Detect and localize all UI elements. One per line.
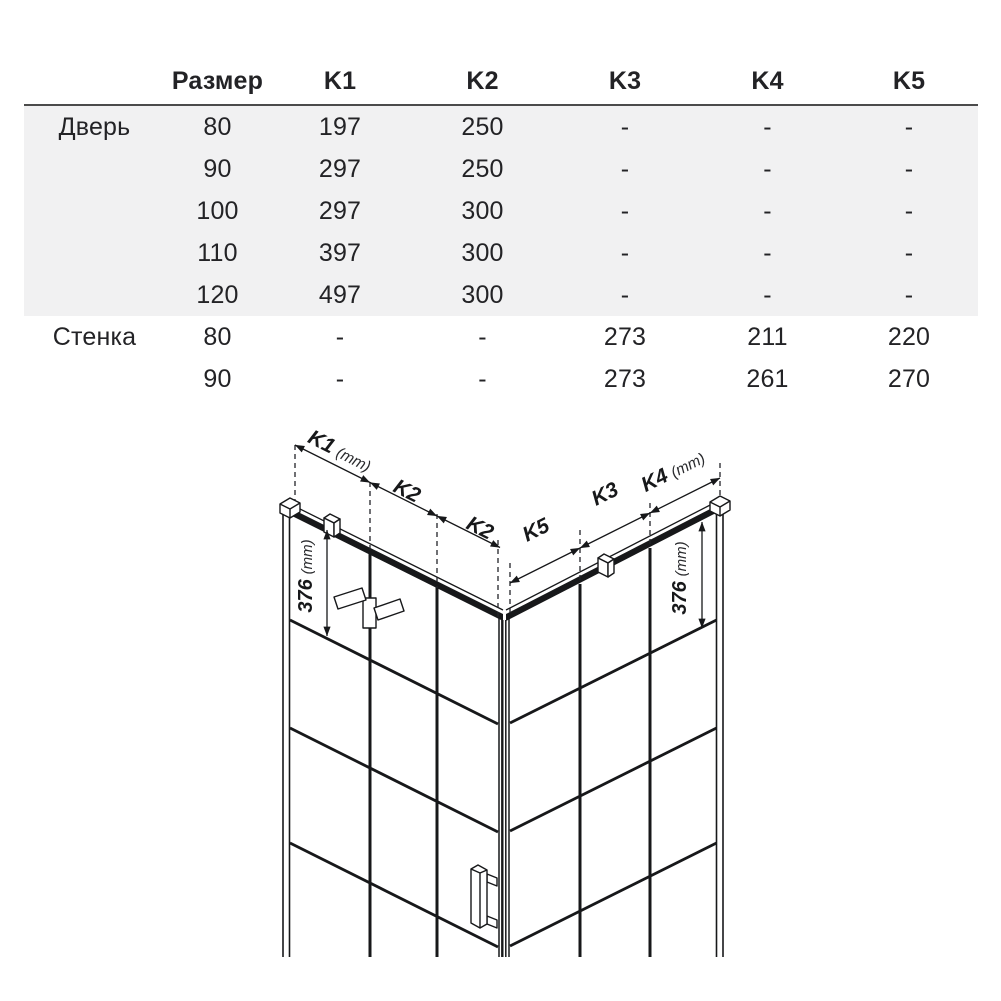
cell-k3: -: [620, 280, 630, 309]
cell-size: 120: [196, 280, 239, 309]
dimensions: [295, 426, 720, 636]
cell-k2: -: [478, 364, 487, 393]
wall-profile-right: [717, 507, 724, 957]
table-row: [24, 274, 978, 316]
door-handle-icon: [471, 865, 497, 928]
dim-label-k2: K2: [389, 474, 425, 508]
cell-k2: 300: [461, 238, 504, 267]
cell-k1: 297: [318, 196, 362, 225]
cell-k2: -: [478, 322, 487, 351]
dim-label-376-left: 376(mm): [295, 539, 317, 613]
header-k1: K1: [323, 66, 357, 95]
dim-label-k5: K5: [518, 513, 554, 547]
dim-label-k2b: K2: [462, 511, 498, 545]
cell-k2: 300: [461, 280, 504, 309]
header-k2: K2: [466, 66, 499, 95]
cell-size: 110: [197, 238, 238, 267]
cell-k5: -: [904, 112, 914, 141]
table-row: [24, 148, 978, 190]
dim-label-k1: K1(mm): [304, 425, 374, 476]
cell-k3: -: [620, 154, 630, 183]
table-row: [24, 358, 978, 400]
cell-k4: -: [763, 196, 772, 225]
cell-k3: 273: [603, 322, 647, 351]
cell-k1: -: [335, 364, 345, 393]
cell-k5: -: [904, 238, 914, 267]
table-header-row: [24, 58, 978, 104]
shower-corner-diagram: [0, 420, 1001, 1001]
cell-size: 90: [203, 364, 232, 393]
cell-k1: 497: [318, 280, 362, 309]
spec-table: [24, 58, 978, 400]
cell-k5: 270: [887, 364, 931, 393]
cell-k5: -: [904, 280, 914, 309]
grid-bars-left: [290, 620, 498, 947]
dim-label-k4: K4(mm): [637, 450, 709, 497]
dim-k3-line: [580, 513, 650, 548]
table-row: [24, 190, 978, 232]
cell-k4: 261: [746, 364, 789, 393]
header-k3: K3: [608, 66, 642, 95]
row-group-label: Дверь: [58, 112, 131, 141]
cell-k2: 250: [461, 112, 504, 141]
dim-label-376-right: 376(mm): [669, 541, 691, 615]
cell-size: 80: [203, 322, 232, 351]
cell-k3: -: [620, 112, 630, 141]
cell-size: 90: [203, 154, 232, 183]
header-k5: K5: [892, 66, 926, 95]
group-wall: [24, 316, 978, 400]
cell-k4: 211: [747, 322, 788, 351]
cell-k3: 273: [603, 364, 647, 393]
cell-k2: 250: [461, 154, 504, 183]
corner-post: [499, 618, 509, 957]
cell-k4: -: [763, 238, 772, 267]
wall-cap-right-icon: [710, 496, 730, 516]
header-size: Размер: [171, 66, 264, 95]
row-group-label: Стенка: [52, 322, 137, 351]
cell-k5: 220: [887, 322, 931, 351]
table-row: [24, 316, 978, 358]
cell-k3: -: [620, 196, 630, 225]
group-door: [24, 106, 978, 316]
cell-k1: 397: [318, 238, 362, 267]
cell-k5: -: [904, 154, 914, 183]
cell-k1: -: [335, 322, 345, 351]
enclosure-panels: [283, 502, 723, 957]
cell-size: 80: [203, 112, 232, 141]
cell-k4: -: [763, 154, 772, 183]
cell-k5: -: [904, 196, 914, 225]
cell-k1: 197: [318, 112, 362, 141]
table-row: [24, 106, 978, 148]
grid-bars-right: [510, 620, 717, 946]
table-row: [24, 232, 978, 274]
hardware: [280, 496, 730, 928]
rail-bracket-right-icon: [598, 554, 614, 577]
cell-k4: -: [763, 112, 772, 141]
header-k4: K4: [751, 66, 784, 95]
cell-k3: -: [620, 238, 630, 267]
dim-label-k3: K3: [587, 477, 623, 511]
cell-size: 100: [196, 196, 239, 225]
cell-k2: 300: [461, 196, 504, 225]
cell-k1: 297: [318, 154, 362, 183]
wall-profile-left: [283, 507, 290, 957]
cell-k4: -: [763, 280, 772, 309]
